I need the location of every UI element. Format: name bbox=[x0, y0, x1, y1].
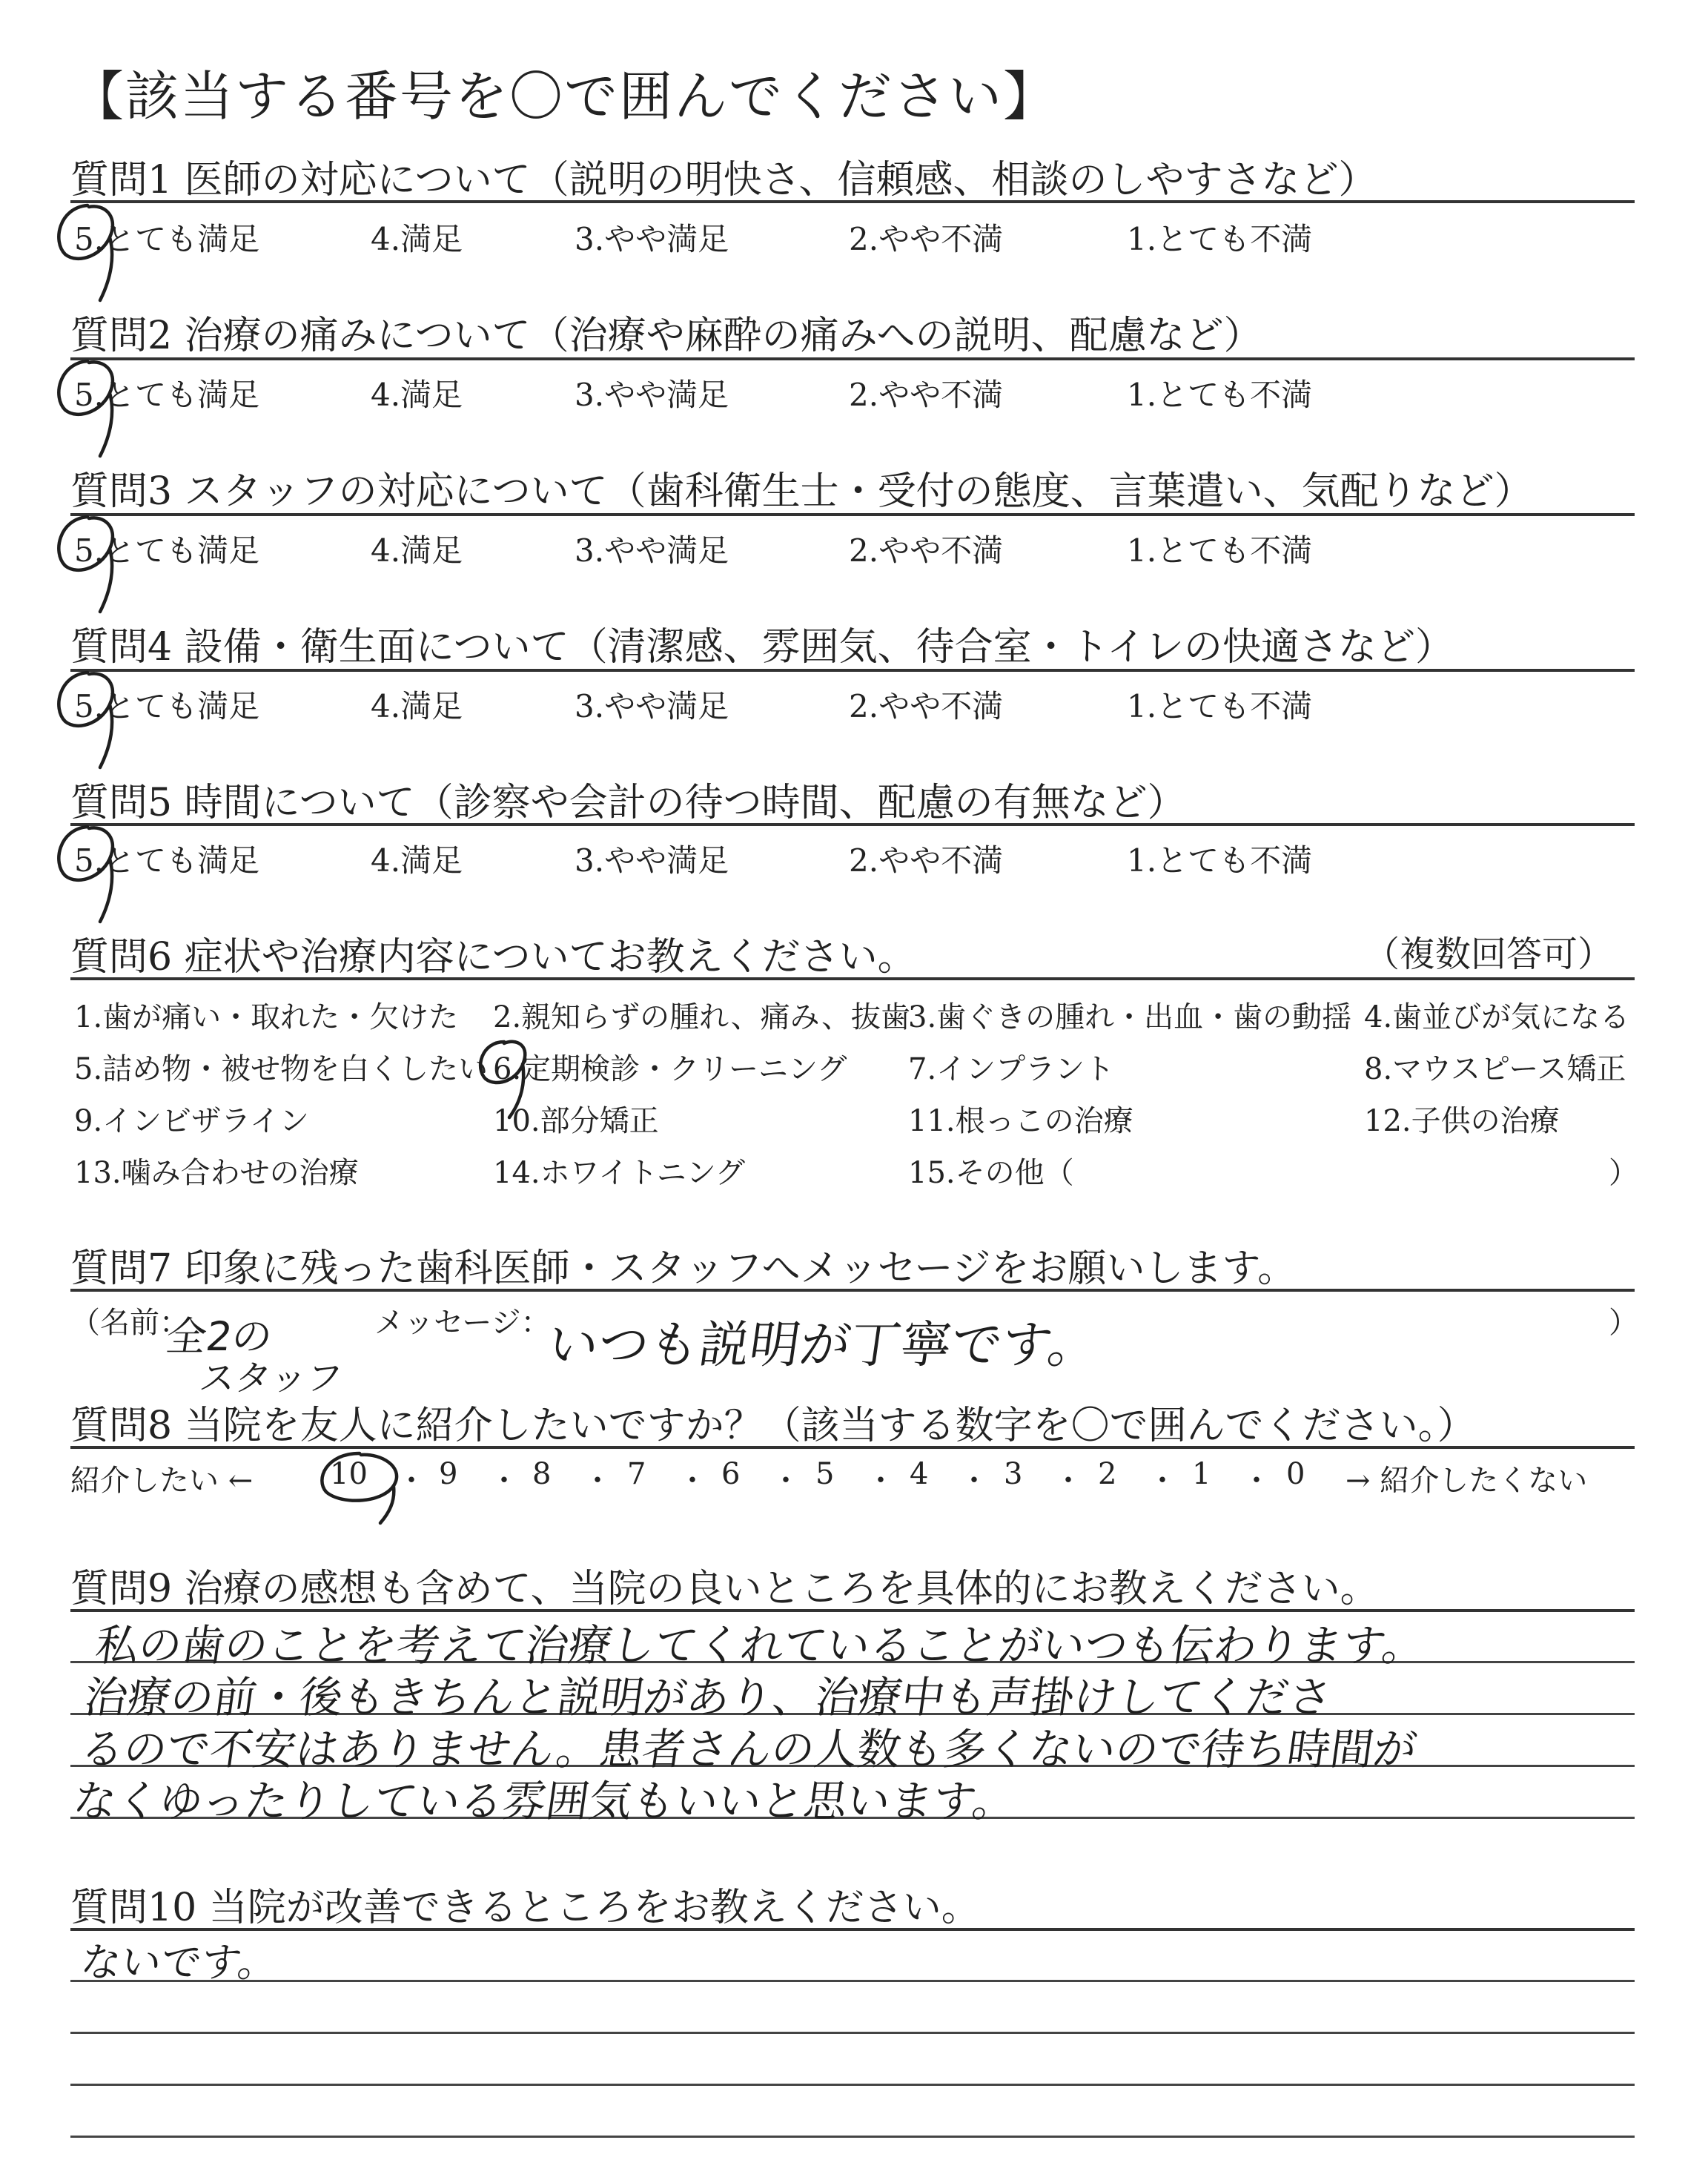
scale-separator: ・ bbox=[489, 1464, 519, 1498]
question-title: 質問5 時間について（診察や会計の待つ時間、配慮の有無など） bbox=[70, 781, 1186, 825]
symptom-option[interactable]: 9.インビザライン bbox=[74, 1104, 309, 1138]
question-title: 質問2 治療の痛みについて（治療や麻酔の痛みへの説明、配慮など） bbox=[70, 314, 1262, 358]
option-5[interactable]: 5.とても満足 bbox=[74, 842, 260, 879]
scale-separator: ・ bbox=[583, 1464, 612, 1498]
answer-line[interactable]: なくゆったりしている雰囲気もいいと思います。 bbox=[70, 1776, 1019, 1826]
hand-drawn-circle-mark bbox=[44, 818, 133, 929]
scale-9[interactable]: 9 bbox=[439, 1457, 458, 1491]
question-title: 質問10 当院が改善できるところをお教えください。 bbox=[70, 1886, 980, 1930]
recommend-right-label: → 紹介したくない bbox=[1345, 1464, 1588, 1498]
symptom-option[interactable]: 12.子供の治療 bbox=[1364, 1104, 1560, 1138]
answer-line[interactable]: 治療の前・後もきちんと説明があり、治療中も声掛けしてくださ bbox=[81, 1672, 1336, 1723]
question-title: 質問4 設備・衛生面について（清潔感、雰囲気、待合室・トイレの快適さなど） bbox=[70, 625, 1454, 670]
scale-4[interactable]: 4 bbox=[910, 1457, 929, 1491]
symptom-option[interactable]: 8.マウスピース矯正 bbox=[1364, 1052, 1626, 1086]
option-3[interactable]: 3.やや満足 bbox=[575, 377, 729, 413]
scale-separator: ・ bbox=[678, 1464, 707, 1498]
option-1[interactable]: 1.とても不満 bbox=[1127, 532, 1313, 569]
symptom-option[interactable]: 10.部分矯正 bbox=[493, 1104, 659, 1138]
question-title: 質問9 治療の感想も含めて、当院の良いところを具体的にお教えください。 bbox=[70, 1567, 1379, 1611]
option-4[interactable]: 4.満足 bbox=[371, 842, 463, 879]
name-answer[interactable]: スタッフ bbox=[196, 1358, 345, 1399]
symptom-option[interactable]: 1.歯が痛い・取れた・欠けた bbox=[74, 1000, 459, 1034]
message-answer[interactable]: いつも説明が丁寧です。 bbox=[543, 1316, 1103, 1375]
divider bbox=[70, 1928, 1635, 1931]
option-4[interactable]: 4.満足 bbox=[371, 377, 463, 413]
symptom-option[interactable]: 13.噛み合わせの治療 bbox=[74, 1156, 359, 1190]
close-paren: ） bbox=[1609, 1306, 1638, 1340]
writing-line bbox=[70, 1980, 1635, 1982]
symptom-option[interactable]: 5.詰め物・被せ物を白くしたい bbox=[74, 1052, 489, 1086]
writing-line bbox=[70, 2084, 1635, 2086]
divider bbox=[70, 823, 1635, 826]
symptom-option[interactable]: 14.ホワイトニング bbox=[493, 1156, 746, 1190]
option-5[interactable]: 5.とても満足 bbox=[74, 377, 260, 413]
symptom-option[interactable]: 4.歯並びが気になる bbox=[1364, 1000, 1630, 1034]
option-3[interactable]: 3.やや満足 bbox=[575, 842, 729, 879]
question-title: 質問6 症状や治療内容についてお教えください。 bbox=[70, 935, 916, 980]
option-1[interactable]: 1.とても不満 bbox=[1127, 377, 1313, 413]
answer-line[interactable]: るので不安はありません。患者さんの人数も多くないので待ち時間が bbox=[77, 1724, 1420, 1774]
option-1[interactable]: 1.とても不満 bbox=[1127, 842, 1313, 879]
scale-separator: ・ bbox=[397, 1464, 426, 1498]
divider bbox=[70, 977, 1635, 980]
divider bbox=[70, 513, 1635, 516]
answer-line[interactable]: ないです。 bbox=[78, 1939, 282, 1986]
scale-2[interactable]: 2 bbox=[1098, 1457, 1117, 1491]
question-title: 質問8 当院を友人に紹介したいですか？（該当する数字を〇で囲んでください。） bbox=[70, 1404, 1476, 1448]
question-title: 質問3 スタッフの対応について（歯科衛生士・受付の態度、言葉遣い、気配りなど） bbox=[70, 469, 1533, 514]
scale-5[interactable]: 5 bbox=[815, 1457, 835, 1491]
option-5[interactable]: 5.とても満足 bbox=[74, 688, 260, 724]
symptom-option[interactable]: 6.定期検診・クリーニング bbox=[493, 1052, 847, 1086]
hand-drawn-circle-mark bbox=[44, 664, 133, 775]
option-3[interactable]: 3.やや満足 bbox=[575, 532, 729, 569]
name-label: （名前： bbox=[70, 1306, 189, 1340]
scale-6[interactable]: 6 bbox=[721, 1457, 741, 1491]
option-4[interactable]: 4.満足 bbox=[371, 221, 463, 257]
scale-0[interactable]: 0 bbox=[1286, 1457, 1305, 1491]
divider bbox=[70, 357, 1635, 360]
hand-drawn-circle-mark bbox=[44, 196, 133, 308]
writing-line bbox=[70, 2032, 1635, 2034]
option-5[interactable]: 5.とても満足 bbox=[74, 532, 260, 569]
option-3[interactable]: 3.やや満足 bbox=[575, 221, 729, 257]
message-label: メッセージ： bbox=[374, 1306, 551, 1340]
question-title: 質問1 医師の対応について（説明の明快さ、信頼感、相談のしやすさなど） bbox=[70, 158, 1377, 202]
scale-7[interactable]: 7 bbox=[627, 1457, 646, 1491]
symptom-option[interactable]: 11.根っこの治療 bbox=[908, 1104, 1133, 1138]
form-header-title: 【該当する番号を〇で囲んでください】 bbox=[70, 65, 1059, 128]
scale-separator: ・ bbox=[1053, 1464, 1083, 1498]
hand-drawn-circle-mark bbox=[44, 508, 133, 619]
option-2[interactable]: 2.やや不満 bbox=[849, 221, 1004, 257]
question-title: 質問7 印象に残った歯科医師・スタッフへメッセージをお願いします。 bbox=[70, 1246, 1297, 1291]
scale-separator: ・ bbox=[1148, 1464, 1177, 1498]
option-4[interactable]: 4.満足 bbox=[371, 688, 463, 724]
hand-drawn-circle-mark bbox=[44, 352, 133, 463]
scale-8[interactable]: 8 bbox=[532, 1457, 552, 1491]
name-answer[interactable]: 全2の bbox=[163, 1313, 276, 1360]
option-4[interactable]: 4.満足 bbox=[371, 532, 463, 569]
symptom-option[interactable]: 3.歯ぐきの腫れ・出血・歯の動揺 bbox=[908, 1000, 1352, 1034]
symptom-option[interactable]: 7.インプラント bbox=[908, 1052, 1115, 1086]
option-5[interactable]: 5.とても満足 bbox=[74, 221, 260, 257]
symptom-option[interactable]: 15.その他（ bbox=[908, 1156, 1074, 1190]
option-1[interactable]: 1.とても不満 bbox=[1127, 688, 1313, 724]
symptom-option[interactable]: 2.親知らずの腫れ、痛み、抜歯 bbox=[493, 1000, 910, 1034]
option-3[interactable]: 3.やや満足 bbox=[575, 688, 729, 724]
scale-separator: ・ bbox=[1242, 1464, 1271, 1498]
scale-3[interactable]: 3 bbox=[1004, 1457, 1023, 1491]
scale-separator: ・ bbox=[959, 1464, 989, 1498]
divider bbox=[70, 669, 1635, 672]
hand-drawn-circle-mark bbox=[463, 1027, 545, 1123]
option-2[interactable]: 2.やや不満 bbox=[849, 842, 1004, 879]
writing-line bbox=[70, 2136, 1635, 2138]
option-2[interactable]: 2.やや不満 bbox=[849, 688, 1004, 724]
option-2[interactable]: 2.やや不満 bbox=[849, 532, 1004, 569]
recommend-left-label: 紹介したい ← bbox=[70, 1464, 254, 1498]
hand-drawn-circle-mark bbox=[308, 1446, 419, 1527]
answer-line[interactable]: 私の歯のことを考えて治療してくれていることがいつも伝わります。 bbox=[92, 1620, 1429, 1671]
divider bbox=[70, 1446, 1635, 1449]
option-1[interactable]: 1.とても不満 bbox=[1127, 221, 1313, 257]
divider bbox=[70, 1289, 1635, 1292]
other-close-paren: ） bbox=[1609, 1156, 1638, 1190]
scale-separator: ・ bbox=[866, 1464, 896, 1498]
scale-1[interactable]: 1 bbox=[1192, 1457, 1211, 1491]
scale-10[interactable]: 10 bbox=[330, 1457, 368, 1491]
divider bbox=[70, 200, 1635, 203]
scale-separator: ・ bbox=[771, 1464, 801, 1498]
multiple-answer-note: （複数回答可） bbox=[1364, 934, 1614, 975]
option-2[interactable]: 2.やや不満 bbox=[849, 377, 1004, 413]
